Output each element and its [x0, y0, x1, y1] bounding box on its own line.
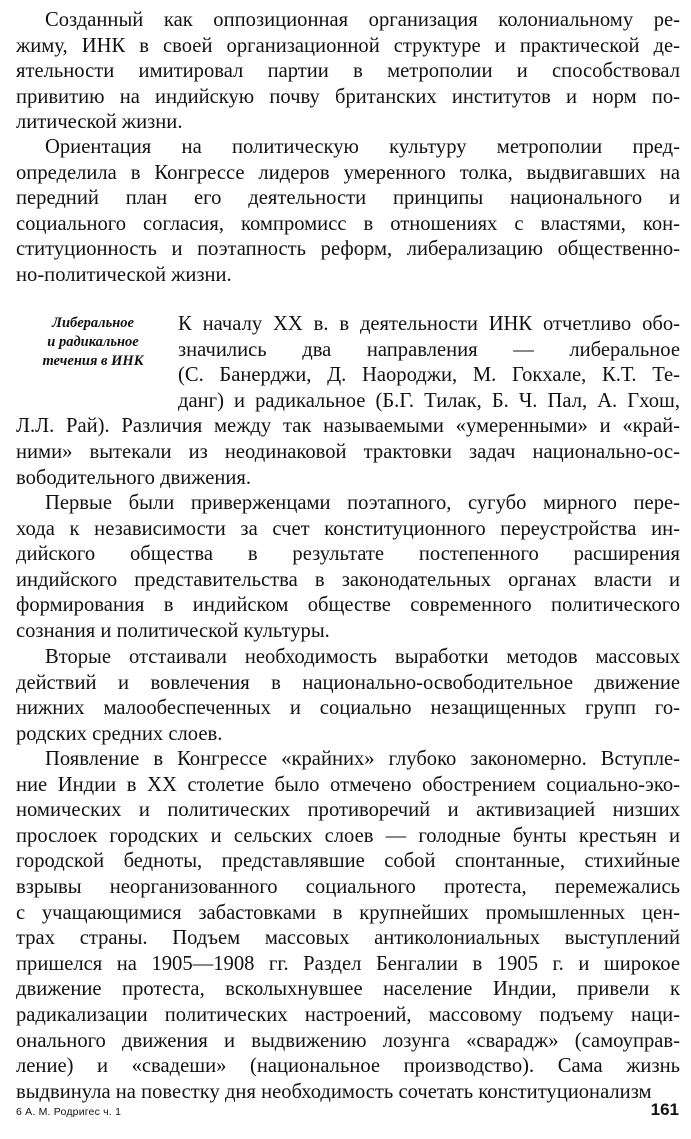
text-line: передний план его деятельности принципы национального и	[16, 187, 680, 210]
margin-heading-line: течения в ИНК	[42, 353, 144, 369]
text-line: литической жизни.	[16, 111, 183, 134]
text-line: индийского представительства в законодательных органах власти и	[16, 568, 680, 591]
text-line: Созданный как оппозиционная организация колониальному ре-	[45, 9, 680, 31]
text-line: нижних малообеспеченных и социально незащищенных групп го-	[16, 697, 680, 720]
text-line: данг) и радикальное (Б.Г. Тилак, Б. Ч. Пал, А. Гхош,	[178, 389, 680, 412]
text-line: (С. Банерджи, Д. Наороджи, М. Гокхале, К.Т. Те-	[178, 364, 680, 387]
text-line: ние Индии в XX столетие было отмечено обострением социально-эко-	[16, 773, 680, 796]
margin-heading-line: Либеральное	[52, 315, 134, 331]
text-line: взрывы неорганизованного социального протеста, перемежались	[16, 876, 680, 898]
text-line: ними» вытекали из неодинаковой трактовки задач национально-ос-	[16, 441, 680, 463]
margin-heading	[20, 314, 166, 371]
text-line: привитию на индийскую почву британских институтов и норм по-	[16, 85, 680, 108]
text-line: действий и вовлечения в национально-освободительное движение	[16, 671, 680, 694]
text-line: движение протеста, всколыхнувшее население Индии, привели к	[16, 978, 680, 1001]
text-line: Ориентация на политическую культуру метрополии пред-	[45, 136, 680, 158]
text-line: родских средних слоев.	[16, 722, 223, 745]
text-line: ление) и «свадеши» (национальное производство). Сама жизнь	[16, 1055, 680, 1078]
text-line: К началу XX в. в деятельности ИНК отчетливо обо-	[178, 313, 680, 335]
text-line: выдвинула на повестку дня необходимость сочетать конституционализм	[16, 1080, 652, 1103]
text-line: определила в Конгрессе лидеров умеренного толка, выдвигавших на	[16, 161, 680, 184]
text-line: с учащающимися забастовками в крупнейших промышленных цен-	[16, 901, 680, 924]
text-line: Первые были приверженцами поэтапного, сугубо мирного пере-	[45, 492, 680, 514]
text-line: трах страны. Подъем массовых антиколониальных выступлений	[16, 927, 680, 950]
text-line: ятельности имитировал партии в метрополии и способствовал	[16, 60, 680, 83]
page-number: 161	[650, 1100, 679, 1119]
text-line: прослоек городских и сельских слоев — голодные бунты крестьян и	[16, 824, 680, 847]
text-line: хода к независимости за счет конституционного переустройства ин-	[16, 517, 680, 540]
text-line: но-политической жизни.	[16, 264, 232, 286]
text-line: пришелся на 1905—1908 гг. Раздел Бенгалии в 1905 г. и широкое	[16, 952, 680, 975]
text-line: формирования в индийском обществе современного политического	[16, 594, 680, 617]
text-line: номических и политических противоречий и активизацией низших	[16, 799, 680, 822]
text-line: городской бедноты, представлявшие собой спонтанные, стихийные	[16, 850, 680, 873]
text-line: ституционность и поэтапность реформ, либерализацию общественно-	[16, 238, 680, 261]
text-line: социального согласия, компромисс в отношениях с властями, кон-	[16, 212, 680, 235]
text-line: значились два направления — либеральное	[178, 338, 680, 361]
text-line: Л.Л. Рай). Различия между так называемыми «умеренными» и «край-	[16, 415, 680, 438]
margin-heading-line: и радикальное	[47, 334, 139, 350]
text-line: Вторые отстаивали необходимость выработки методов массовых	[45, 646, 680, 668]
text-line: сознания и политической культуры.	[16, 620, 330, 642]
text-line: жиму, ИНК в своей организационной структуре и практической де-	[16, 34, 680, 57]
text-line: Появление в Конгрессе «крайних» глубоко закономерно. Вступле-	[45, 748, 680, 770]
text-line: вободительного движения.	[16, 466, 252, 489]
text-line: онального движения и выдвижению лозунга «сварадж» (самоуправ-	[16, 1029, 680, 1052]
text-line: дийского общества в результате постепенного расширения	[16, 543, 680, 566]
text-line: радикализации политических настроений, массовому подъему наци-	[16, 1004, 680, 1026]
printer-signature: 6 А. М. Родригес ч. 1	[16, 1106, 122, 1118]
